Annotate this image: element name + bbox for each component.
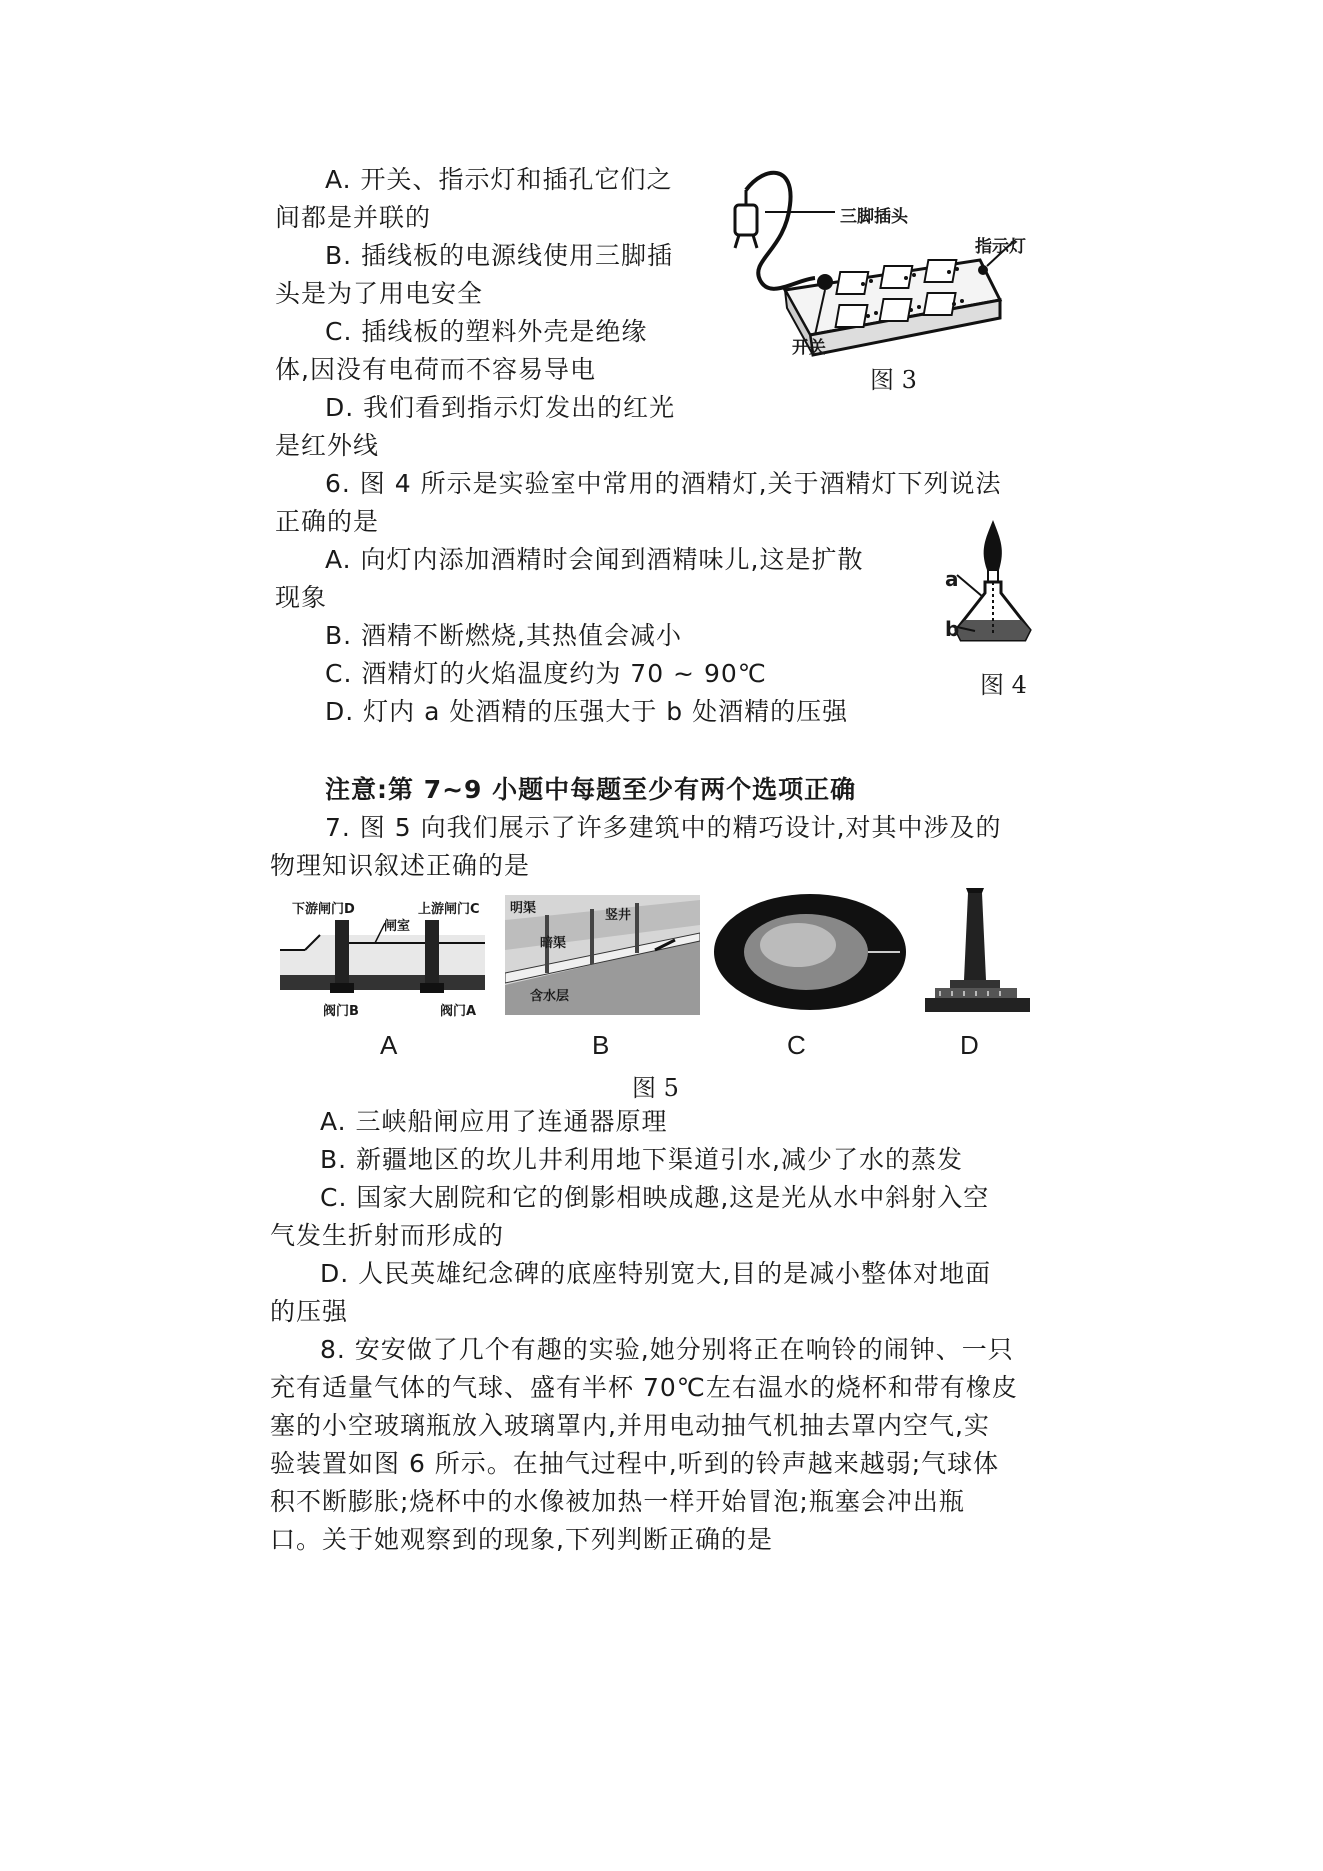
q5-option-c-line1: C. 插线板的塑料外壳是绝缘 (325, 317, 648, 346)
q5-option-d-line2: 是红外线 (275, 431, 380, 460)
fig5-a-gate-c-label: 上游闸门C (418, 902, 480, 917)
q6-option-a-line1: A. 向灯内添加酒精时会闻到酒精味儿,这是扩散 (325, 545, 864, 574)
q6-option-c: C. 酒精灯的火焰温度约为 70 ~ 90℃ (325, 659, 767, 688)
q6-stem-line2: 正确的是 (275, 507, 380, 536)
fig5-b-an-qu-label: 暗渠 (540, 936, 567, 951)
fig3-switch-label: 开关 (792, 338, 826, 358)
fig4-caption: 图 4 (980, 671, 1027, 699)
monument-obelisk (964, 893, 986, 980)
fig5-caption: 图 5 (632, 1074, 679, 1102)
fig3-plug-label: 三脚插头 (840, 207, 908, 227)
q7-option-d-line2: 的压强 (270, 1297, 349, 1326)
multi-answer-note: 注意:第 7~9 小题中每题至少有两个选项正确 (325, 775, 857, 804)
fig5-a-valve-a-label: 阀门A (440, 1004, 477, 1019)
fig5-panel-d-monument (920, 888, 1040, 1016)
figure-3-power-strip (725, 160, 1045, 380)
fig4-a-label: a (945, 567, 959, 591)
q6-option-b: B. 酒精不断燃烧,其热值会减小 (325, 621, 682, 650)
fig5-a-valve-b-label: 阀门B (323, 1004, 359, 1019)
fig5-letter-c: C (787, 1030, 806, 1060)
fig5-letter-b: B (592, 1030, 610, 1060)
fig5-letter-a: A (380, 1030, 398, 1060)
q5-option-d-line1: D. 我们看到指示灯发出的红光 (325, 393, 676, 422)
fig5-b-ming-qu-label: 明渠 (510, 901, 537, 916)
q8-line6: 口。关于她观察到的现象,下列判断正确的是 (270, 1525, 773, 1554)
grand-theatre-illustration (710, 890, 910, 1015)
fig5-b-water-layer-label: 含水层 (530, 989, 570, 1004)
q8-line2: 充有适量气体的气球、盛有半杯 70℃左右温水的烧杯和带有橡皮 (270, 1373, 1018, 1402)
fig5-a-chamber-label: 闸室 (384, 919, 411, 934)
gate-c (425, 920, 439, 990)
q8-line4: 验装置如图 6 所示。在抽气过程中,听到的铃声越来越弱;气球体 (270, 1449, 1000, 1478)
flame (984, 520, 1002, 570)
lock-floor (280, 975, 485, 990)
q7-option-d-line1: D. 人民英雄纪念碑的底座特别宽大,目的是减小整体对地面 (320, 1259, 992, 1288)
q8-line3: 塞的小空玻璃瓶放入玻璃罩内,并用电动抽气机抽去罩内空气,实 (270, 1411, 990, 1440)
q8-line1: 8. 安安做了几个有趣的实验,她分别将正在响铃的闹钟、一只 (320, 1335, 1014, 1364)
q7-stem-line2: 物理知识叙述正确的是 (270, 851, 531, 880)
q6-option-d: D. 灯内 a 处酒精的压强大于 b 处酒精的压强 (325, 697, 849, 726)
plug-body (735, 205, 757, 235)
fig5-letter-d: D (960, 1030, 979, 1060)
fig5-panel-c-grand-theatre (710, 890, 910, 1015)
power-strip-illustration (725, 160, 1045, 380)
wick-holder (988, 570, 998, 582)
q6-option-a-line2: 现象 (275, 583, 328, 612)
fig3-light-label: 指示灯 (975, 237, 1026, 257)
q7-option-a: A. 三峡船闸应用了连通器原理 (320, 1107, 668, 1136)
fig5-b-shu-jing-label: 竖井 (605, 908, 632, 923)
fig4-b-label: b (945, 617, 960, 641)
fig3-caption: 图 3 (870, 366, 917, 394)
q7-stem-line1: 7. 图 5 向我们展示了许多建筑中的精巧设计,对其中涉及的 (325, 813, 1002, 842)
q8-line5: 积不断膨胀;烧杯中的水像被加热一样开始冒泡;瓶塞会冲出瓶 (270, 1487, 965, 1516)
monument-illustration (920, 888, 1040, 1016)
q5-option-a-line2: 间都是并联的 (275, 203, 432, 232)
indicator-light (978, 265, 988, 275)
q6-stem-line1: 6. 图 4 所示是实验室中常用的酒精灯,关于酒精灯下列说法 (325, 469, 1002, 498)
valve-a (420, 983, 444, 993)
q7-option-b: B. 新疆地区的坎儿井利用地下渠道引水,减少了水的蒸发 (320, 1145, 963, 1174)
q7-option-c-line2: 气发生折射而形成的 (270, 1221, 505, 1250)
q5-option-b-line2: 头是为了用电安全 (275, 279, 484, 308)
q5-option-a-line1: A. 开关、指示灯和插孔它们之 (325, 165, 673, 194)
fig5-a-gate-d-label: 下游闸门D (292, 902, 355, 917)
q7-option-c-line1: C. 国家大剧院和它的倒影相映成趣,这是光从水中斜射入空 (320, 1183, 990, 1212)
q5-option-c-line2: 体,因没有电荷而不容易导电 (275, 355, 596, 384)
q5-option-b-line1: B. 插线板的电源线使用三脚插 (325, 241, 674, 270)
gate-d (335, 920, 349, 990)
switch-knob (817, 274, 833, 290)
valve-b (330, 983, 354, 993)
